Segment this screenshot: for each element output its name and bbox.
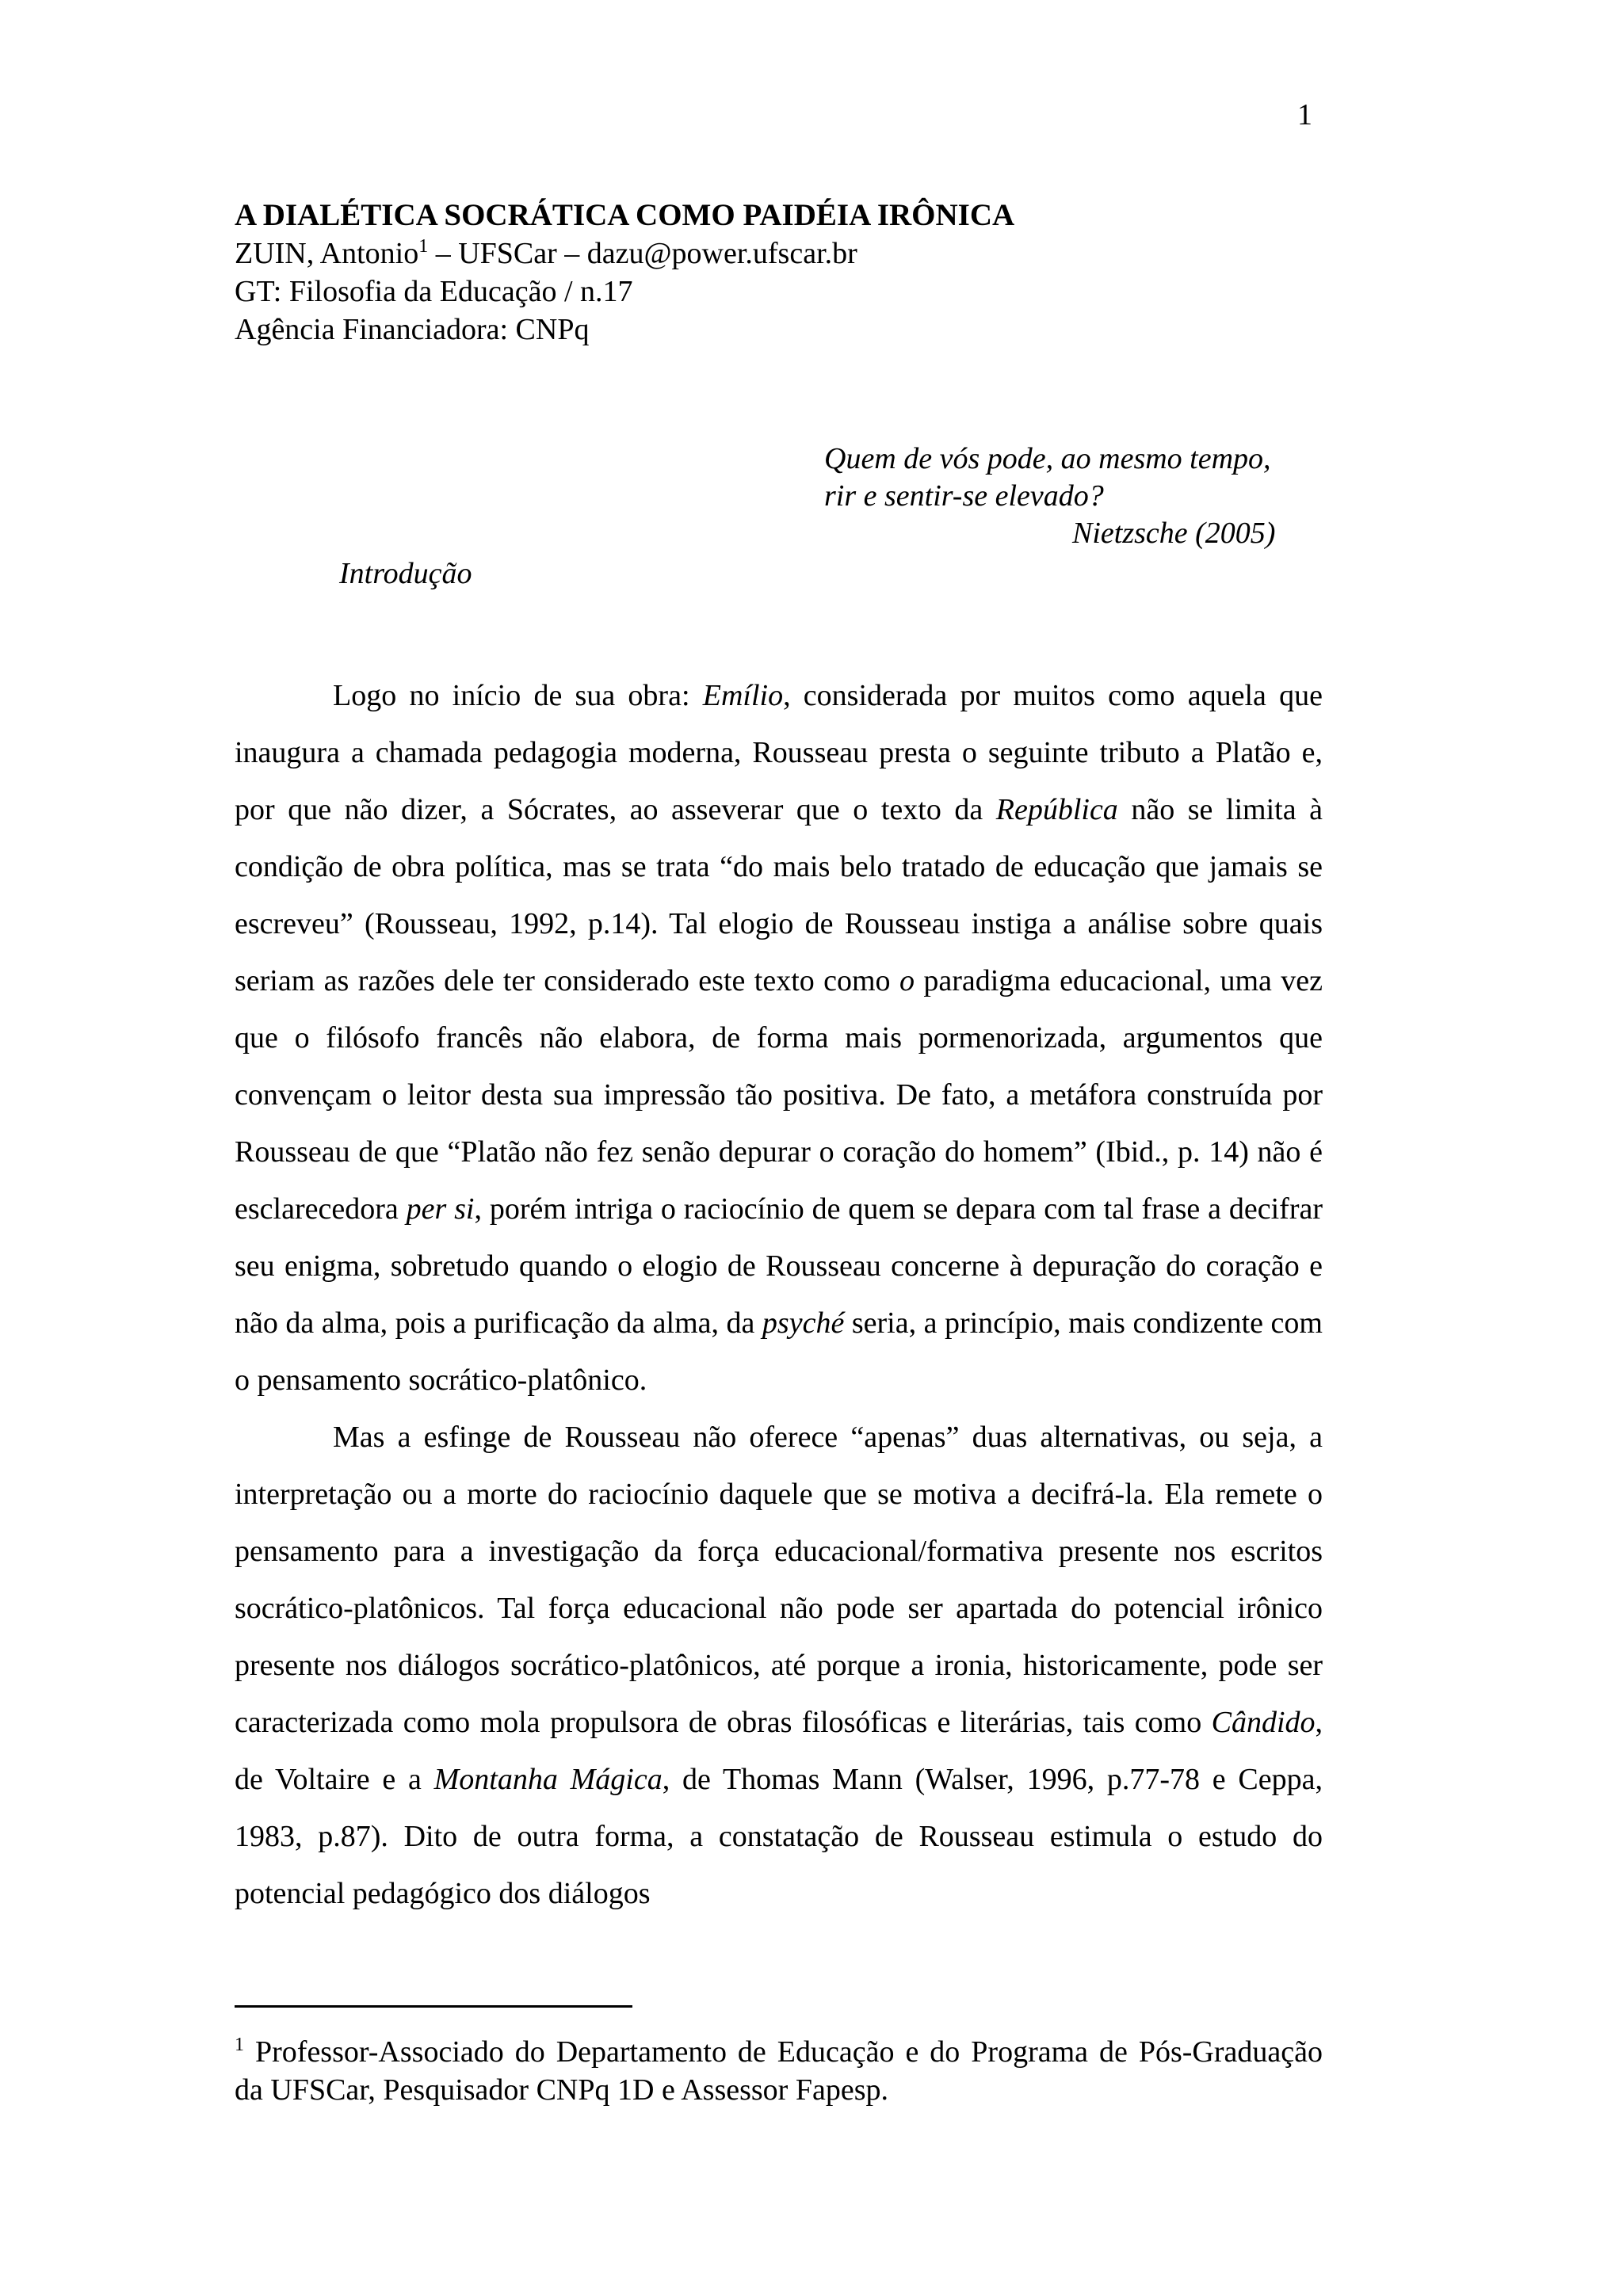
paragraph-2-text-1: Mas a esfinge de Rousseau não oferece “apenas” duas alternativas, ou seja, a interpretação ou a morte do raciocínio daquele que se motiva a decifrá-la. Ela remete o pensamento para a investigação da força educacional/formativa presente nos escritos socrático-platônicos. Tal força educacional não pode ser apartada do potencial irônico presente nos diálogos socrático-platônicos, até porque a ironia, historicamente, pode ser caracterizada como mola propulsora de obras filosóficas e literárias, tais como <box>235 1421 1323 1739</box>
author-affiliation: – UFSCar – dazu@power.ufscar.br <box>428 237 857 270</box>
page-number: 1 <box>1297 98 1312 132</box>
funding-agency: Agência Financiadora: CNPq <box>235 313 590 346</box>
footnote-divider <box>235 2005 632 2008</box>
paragraph-1 <box>235 667 1323 1409</box>
paragraph-1-text-4: paradigma educacional, uma vez que o filósofo francês não elabora, de forma mais pormenorizada, argumentos que convençam o leitor desta sua impressão tão positiva. De fato, a metáfora construída por Rousseau de que “Platão não fez senão depurar o coração do homem” (Ibid., p. 14) não é esclarecedora <box>235 964 1323 1226</box>
paragraph-2-text-2: , de Voltaire e a <box>235 1706 1323 1796</box>
section-heading-introducao: Introdução <box>339 557 472 590</box>
paragraph-1-text-1: Logo no início de sua obra: <box>333 679 703 712</box>
epigraph-line-2: rir e sentir-se elevado? <box>824 479 1104 513</box>
paper-header <box>235 196 1344 349</box>
working-group: GT: Filosofia da Educação / n.17 <box>235 275 633 308</box>
emphasis-o: o <box>899 964 915 997</box>
psyche-term: psyché <box>762 1306 845 1340</box>
republica-title: República <box>995 793 1118 826</box>
epigraph-line-1: Quem de vós pode, ao mesmo tempo, <box>824 442 1271 475</box>
paragraph-1-text-2: , considerada por muitos como aquela que inaugura a chamada pedagogia moderna, Rousseau presta o seguinte tributo a Platão e, por que não dizer, a Sócrates, ao asseverar que o texto da <box>235 679 1323 826</box>
per-si-term: per si <box>406 1192 475 1226</box>
epigraph-author: Nietzsche (2005) <box>1072 517 1276 550</box>
paragraph-2-text-3: , de Thomas Mann (Walser, 1996, p.77-78 e Ceppa, 1983, p.87). Dito de outra forma, a constatação de Rousseau estimula o estudo do potencial pedagógico dos diálogos <box>235 1763 1323 1910</box>
epigraph <box>824 441 1331 552</box>
paper-title: A DIALÉTICA SOCRÁTICA COMO PAIDÉIA IRÔNICA <box>235 198 1015 232</box>
paragraph-1-text-6: seria, a princípio, mais condizente com o pensamento socrático-platônico. <box>235 1306 1323 1397</box>
author-line <box>235 235 1344 273</box>
candido-title: Cândido <box>1211 1706 1316 1739</box>
footnote-mark: 1 <box>235 2035 244 2055</box>
emilio-title: Emílio <box>702 679 784 712</box>
paragraph-1-text-3: não se limita à condição de obra política, mas se trata “do mais belo tratado de educação que jamais se escreveu” (Rousseau, 1992, p.14). Tal elogio de Rousseau instiga a análise sobre quais seriam as razões dele ter considerado este texto como <box>235 793 1323 997</box>
montanha-magica-title: Montanha Mágica <box>433 1763 663 1796</box>
author-name: ZUIN, Antonio <box>235 237 419 270</box>
footnote-1 <box>235 2033 1323 2109</box>
paragraph-2 <box>235 1409 1323 1922</box>
footnote-text: Professor-Associado do Departamento de Educação e do Programa de Pós-Graduação da UFSCar, Pesquisador CNPq 1D e Assessor Fapesp. <box>235 2035 1323 2107</box>
body-text <box>235 667 1323 1922</box>
paragraph-1-text-5: , porém intriga o raciocínio de quem se depara com tal frase a decifrar seu enigma, sobretudo quando o elogio de Rousseau concerne à depuração do coração e não da alma, pois a purificação da alma, da <box>235 1192 1323 1340</box>
author-footnote-mark: 1 <box>418 236 429 257</box>
